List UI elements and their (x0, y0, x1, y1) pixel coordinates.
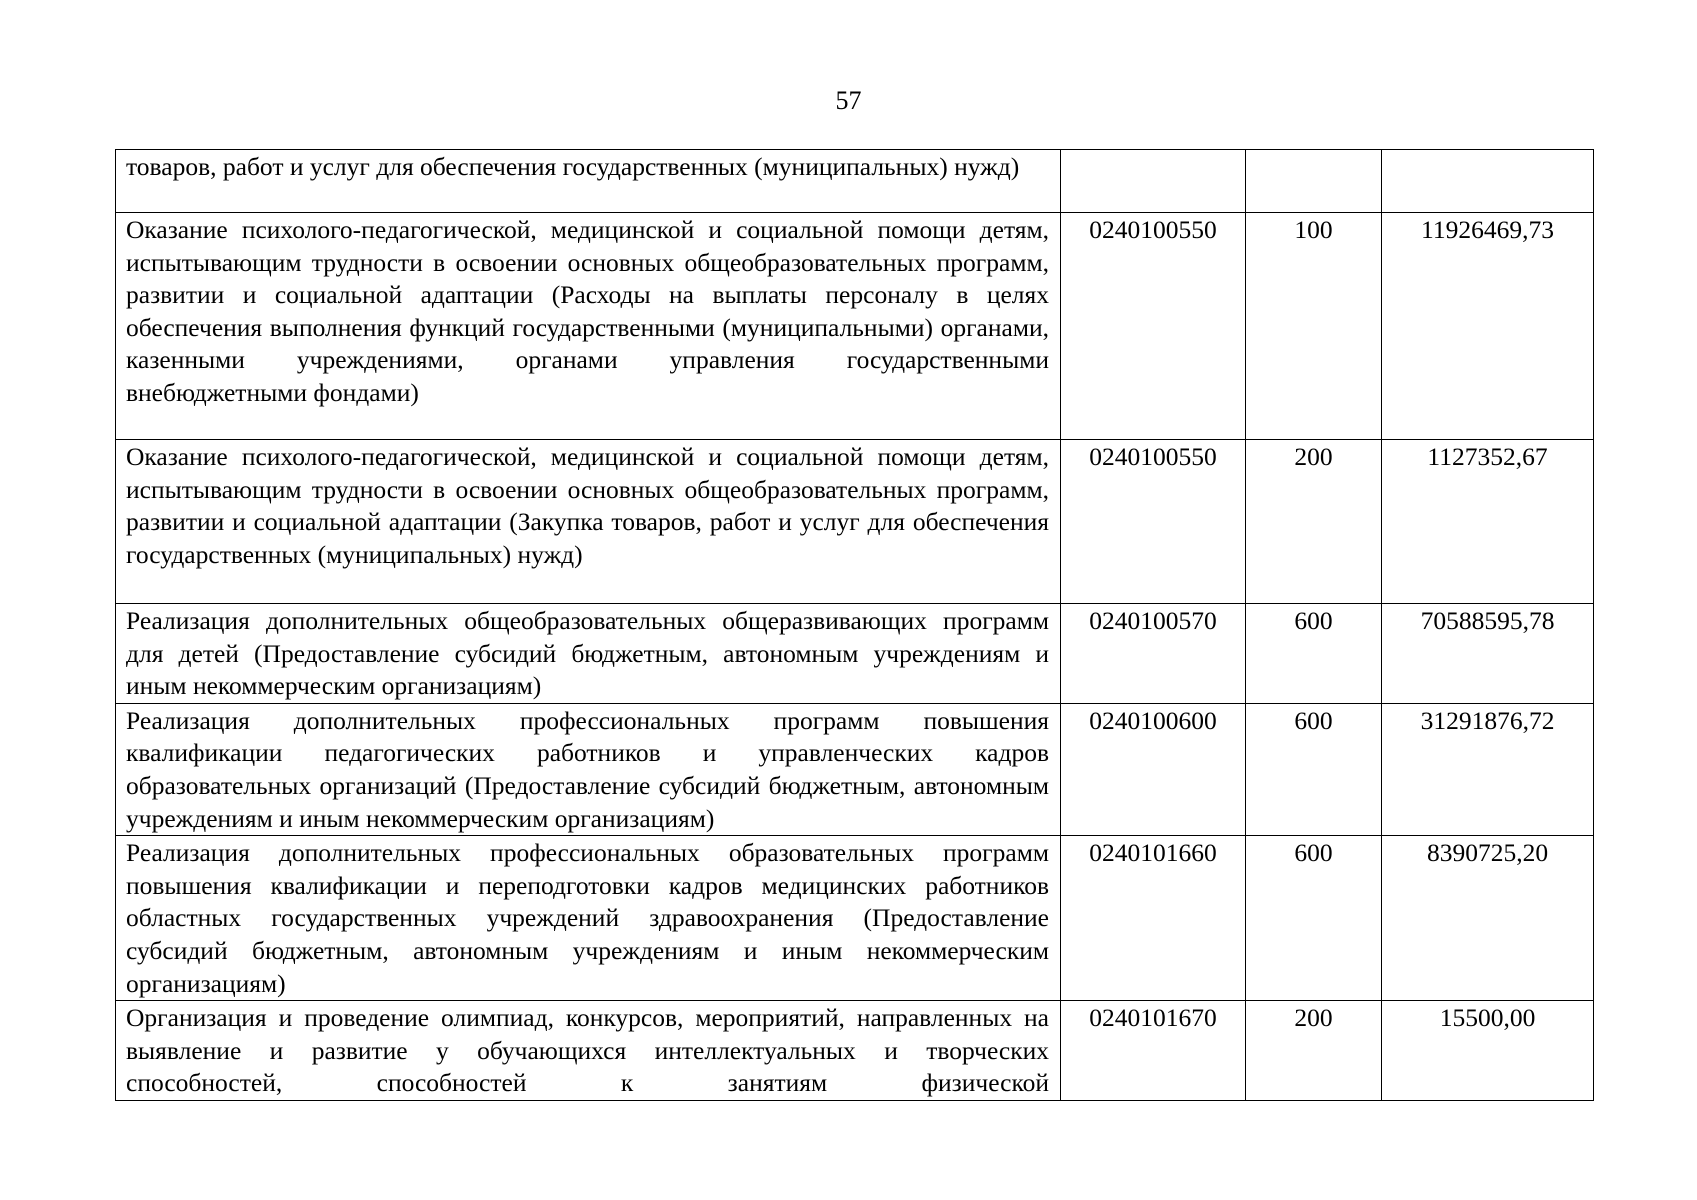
amount: 1127352,67 (1382, 440, 1594, 604)
table-row (116, 1001, 1594, 1101)
expense-description: Реализация дополнительных профессиональных образовательных программ повышения квалификации и переподготовки кадров медицинских работников областных государственных учреждений здравоохранения (Предоставление субсидий бюджетным, автономным учреждениям и иным некоммерческим организациям) (116, 836, 1061, 1001)
target-article-code: 0240100550 (1061, 440, 1246, 604)
amount: 11926469,73 (1382, 213, 1594, 440)
expense-description: Реализация дополнительных профессиональных программ повышения квалификации педагогических работников и управленческих кадров образовательных организаций (Предоставление субсидий бюджетным, автономным учреждениям и иным некоммерческим организациям) (116, 703, 1061, 835)
target-article-code: 0240101660 (1061, 836, 1246, 1001)
amount (1382, 150, 1594, 213)
expense-type-code: 200 (1246, 1001, 1382, 1101)
expense-type-code: 200 (1246, 440, 1382, 604)
expense-description: Оказание психолого-педагогической, медицинской и социальной помощи детям, испытывающим трудности в освоении основных общеобразовательных программ, развитии и социальной адаптации (Закупка товаров, работ и услуг для обеспечения государственных (муниципальных) нужд) (116, 440, 1061, 604)
target-article-code: 0240100550 (1061, 213, 1246, 440)
expense-type-code: 100 (1246, 213, 1382, 440)
expense-description: Реализация дополнительных общеобразовательных общеразвивающих программ для детей (Предоставление субсидий бюджетным, автономным учреждениям и иным некоммерческим организациям) (116, 604, 1061, 704)
amount: 31291876,72 (1382, 703, 1594, 835)
budget-table (115, 149, 1594, 1101)
target-article-code (1061, 150, 1246, 213)
table-row (116, 703, 1594, 835)
table-row (116, 440, 1594, 604)
target-article-code: 0240100600 (1061, 703, 1246, 835)
expense-description: Оказание психолого-педагогической, медицинской и социальной помощи детям, испытывающим трудности в освоении основных общеобразовательных программ, развитии и социальной адаптации (Расходы на выплаты персоналу в целях обеспечения выполнения функций государственными (муниципальными) органами, казенными учреждениями, органами управления государственными внебюджетными фондами) (116, 213, 1061, 440)
table-row (116, 213, 1594, 440)
target-article-code: 0240101670 (1061, 1001, 1246, 1101)
table-row (116, 836, 1594, 1001)
expense-type-code: 600 (1246, 703, 1382, 835)
amount: 70588595,78 (1382, 604, 1594, 704)
page-number: 57 (835, 86, 862, 115)
amount: 15500,00 (1382, 1001, 1594, 1101)
table-row (116, 604, 1594, 704)
expense-type-code (1246, 150, 1382, 213)
expense-description: товаров, работ и услуг для обеспечения государственных (муниципальных) нужд) (116, 150, 1061, 213)
expense-description: Организация и проведение олимпиад, конкурсов, мероприятий, направленных на выявление и развитие у обучающихся интеллектуальных и творческих способностей, способностей к занятиям физической (116, 1001, 1061, 1101)
expense-type-code: 600 (1246, 604, 1382, 704)
target-article-code: 0240100570 (1061, 604, 1246, 704)
amount: 8390725,20 (1382, 836, 1594, 1001)
table-row (116, 150, 1594, 213)
expense-type-code: 600 (1246, 836, 1382, 1001)
